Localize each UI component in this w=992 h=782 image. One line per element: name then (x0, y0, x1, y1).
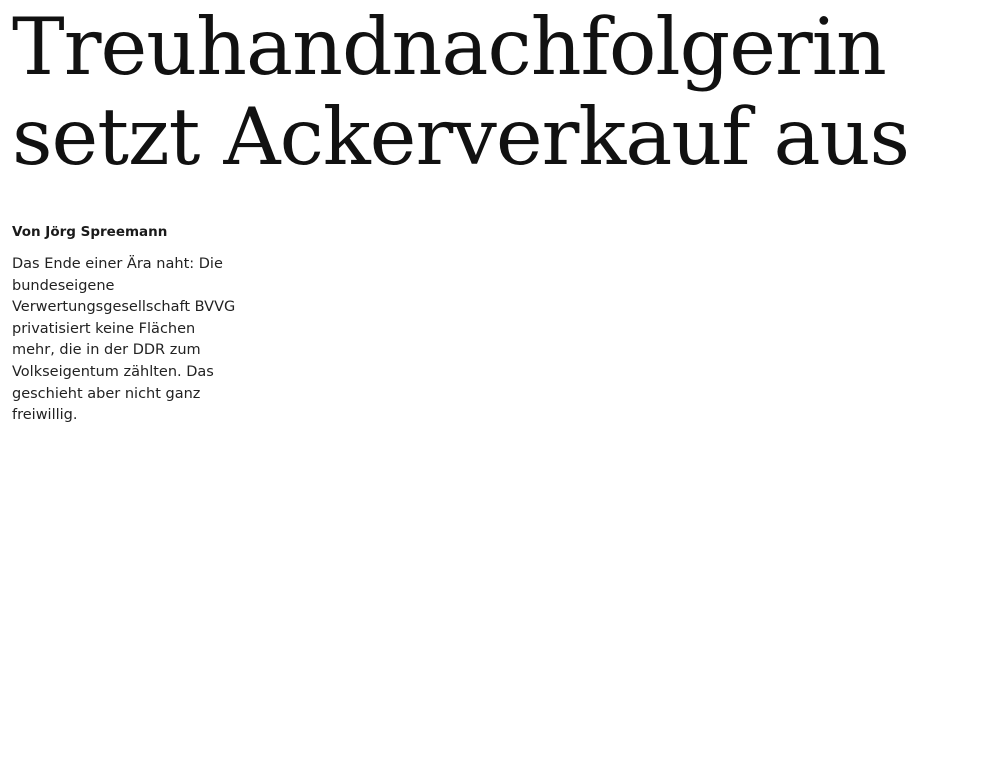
headline-line-1: Treuhandnachfolgerin (12, 1, 886, 93)
headline-line-2: setzt Ackerverkauf aus (12, 91, 910, 183)
article-column-2 (258, 222, 489, 782)
teaser: Das Ende einer Ära naht: Die bundeseigene Verwertungsgesellschaft BVVG privatisiert keine Flächen mehr, die in der DDR zum Volkseigentum zählten. Das geschieht aber nicht ganz freiwillig. (12, 256, 236, 424)
byline: Von Jörg Spreemann (12, 224, 168, 240)
headline (12, 2, 987, 182)
article-column-3 (507, 222, 736, 782)
article-column-1 (12, 222, 242, 782)
article-column-4 (754, 222, 984, 782)
